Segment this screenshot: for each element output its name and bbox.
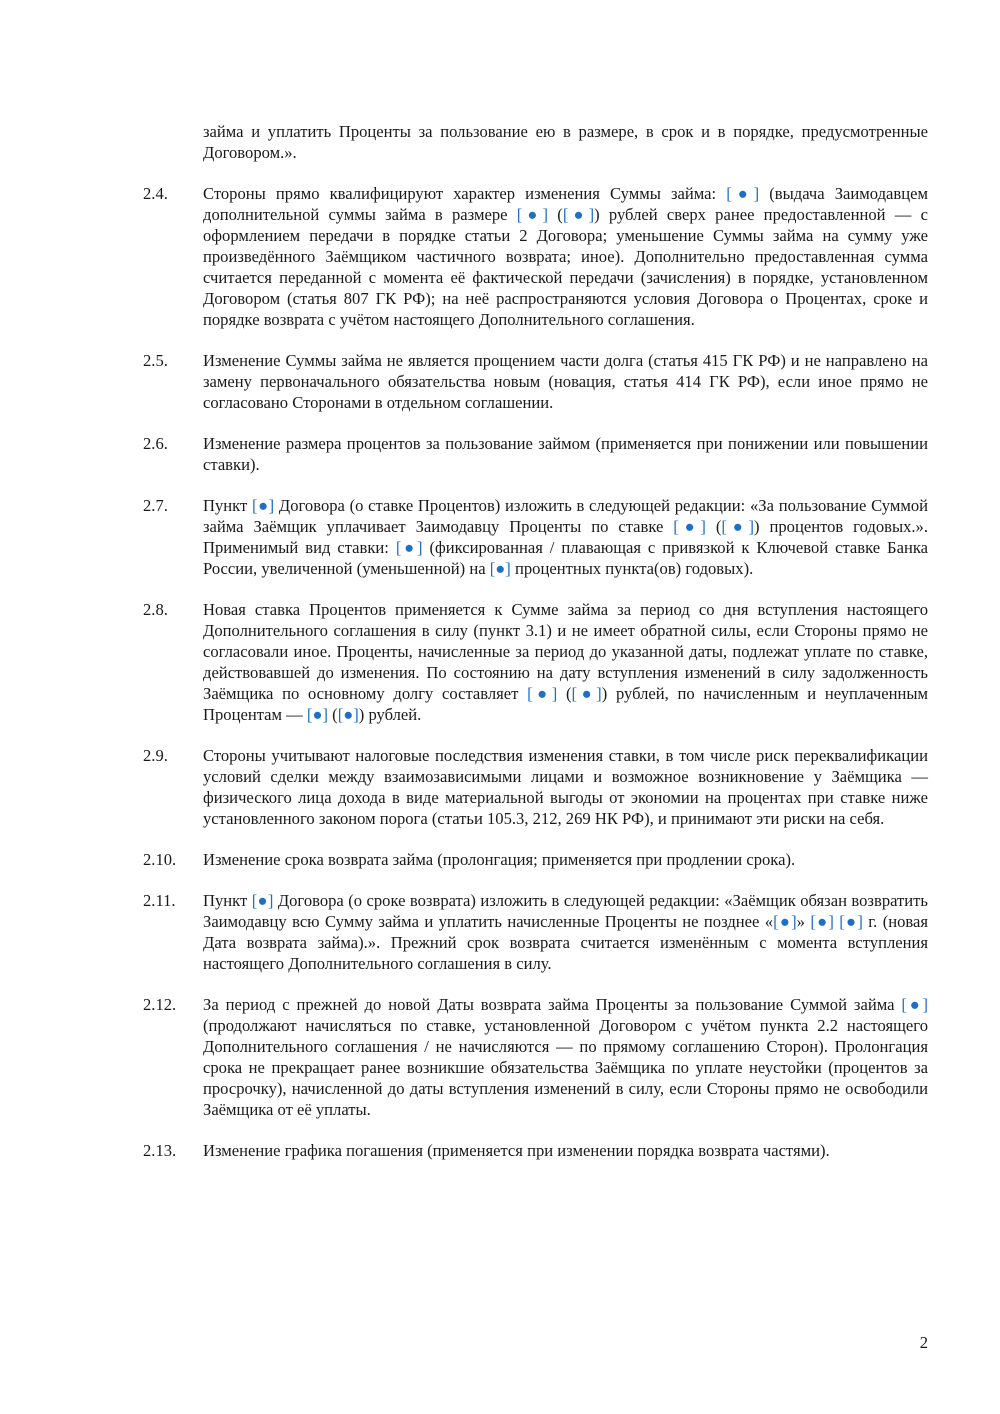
continuation-paragraph: займа и уплатить Проценты за пользование ею в размере, в срок и в порядке, предусмотренные Договором.». [203, 122, 928, 162]
text-run: Изменение графика погашения (применяется при изменении порядка возврата частями). [203, 1141, 830, 1160]
clause-2-6 [143, 433, 928, 475]
clause-number: 2.10. [143, 850, 177, 869]
clause-2-11 [143, 890, 928, 974]
clause-2-7 [143, 495, 928, 579]
placeholder-field: [●] [516, 205, 549, 224]
clause-number: 2.8. [143, 600, 168, 619]
text-run: Изменение размера процентов за пользование займом (применяется при понижении или повышении ставки). [203, 434, 928, 474]
clause-number: 2.13. [143, 1141, 177, 1160]
clause-text [203, 495, 928, 579]
clause-2-8 [143, 599, 928, 725]
clause-text [203, 599, 928, 725]
placeholder-field: [●] [673, 517, 706, 536]
clause-number: 2.12. [143, 995, 177, 1014]
clause-text [203, 350, 928, 413]
clause-number: 2.4. [143, 184, 168, 203]
text-run: Стороны прямо квалифицируют характер изменения Суммы займа: [203, 184, 727, 203]
text-run: Пункт [203, 496, 252, 515]
placeholder-field: [●] [251, 891, 274, 910]
placeholder-field: [●] [489, 559, 511, 578]
text-run: Изменение срока возврата займа (пролонгация; применяется при продлении срока). [203, 850, 796, 869]
text-run: ( [557, 684, 572, 703]
placeholder-field: [●] [721, 517, 755, 536]
clause-2-5 [143, 350, 928, 413]
placeholder-field: [●] [562, 205, 595, 224]
text-run: (продолжают начисляться по ставке, установленной Договором с учётом пункта 2.2 настоящего Дополнительного соглашения / не начисляются — по прямому соглашению Сторон). Пролонгация срока не прекращает ранее возникшие обязательства Заёмщика по уплате неустойки (процентов за просрочку), начисленной до даты вступления изменений в силу, если Стороны прямо не освободили Заёмщика от её уплаты. [203, 1016, 928, 1119]
text-run: Договора (о ставке Процентов) изложить в следующей редакции: «За пользование Суммой займа Заёмщик уплачивает Заимодавцу Проценты по ставке [203, 496, 929, 536]
clause-text [203, 183, 928, 330]
placeholder-field: [●] [901, 995, 929, 1014]
placeholder-field: [●] [571, 684, 602, 703]
placeholder-field: [●] [527, 684, 558, 703]
text-run: Изменение Суммы займа не является прощением части долга (статья 415 ГК РФ) и не направлено на замену первоначального обязательства новым (новация, статья 414 ГК РФ), если иное прямо не согласовано Сторонами в отдельном соглашении. [203, 351, 928, 412]
text-run: Договора (о сроке возврата) изложить в следующей редакции: «Заёмщик обязан возвратить Заимодавцу всю Сумму займа и уплатить начисленные Проценты не позднее « [203, 891, 929, 931]
clause-number: 2.5. [143, 351, 168, 370]
clause-2-12 [143, 994, 928, 1120]
text-run: Пункт [203, 891, 252, 910]
clause-number: 2.7. [143, 496, 168, 515]
text-run: ) рублей, по начисленным и неуплаченным Процентам — [203, 684, 928, 724]
text-run: ) рублей. [358, 705, 422, 724]
text-run: За период с прежней до новой Даты возврата займа Проценты за пользование Суммой займа [203, 995, 902, 1014]
text-run: ( [548, 205, 563, 224]
placeholder-field: [●] [306, 705, 328, 724]
clause-text [203, 890, 928, 974]
text-run: Стороны учитывают налоговые последствия изменения ставки, в том числе риск переквалификации условий сделки между взаимозависимыми лицами и возможное возникновение у Заёмщика — физического лица дохода в виде материальной выгоды от экономии на процентах при ставке ниже установленного законом порога (статьи 105.3, 212, 269 НК РФ), и принимают эти риски на себя. [203, 746, 928, 828]
page-number: 2 [919, 1333, 928, 1352]
placeholder-field: [●] [810, 912, 834, 931]
clause-number: 2.9. [143, 746, 168, 765]
text-run: (выдача Заимодавцем дополнительной суммы займа в размере [203, 184, 929, 224]
clause-2-4 [143, 183, 928, 330]
text-run: ( [705, 517, 722, 536]
placeholder-field: [●] [839, 912, 863, 931]
placeholder-field: [●] [773, 912, 797, 931]
text-run: ) рублей сверх ранее предоставленной — с оформлением передачи в порядке статьи 2 Договора; уменьшение Суммы займа на сумму уже произведённого Заёмщиком частичного возврата; иное). Дополнительно предоставленная сумма считается переданной с момента её фактической передачи (зачисления) в порядке, установленном Договором (статья 807 ГК РФ); на неё распространяются условия Договора о Процентах, сроке и порядке возврата с учётом настоящего Дополнительного соглашения. [203, 205, 928, 329]
document-body [143, 121, 928, 1181]
clause-2-10 [143, 849, 928, 870]
clause-2-13 [143, 1140, 928, 1161]
text-run: (фиксированная / плавающая с привязкой к Ключевой ставке Банка России, увеличенной (уменьшенной) на [203, 538, 928, 578]
clause-text [203, 745, 928, 829]
clause-text [203, 994, 928, 1120]
placeholder-field: [●] [251, 496, 275, 515]
text-run: » [796, 912, 811, 931]
text-run: процентных пункта(ов) годовых). [510, 559, 754, 578]
clause-text [203, 1140, 928, 1161]
clause-2-9 [143, 745, 928, 829]
clause-text [203, 433, 928, 475]
text-run: ) процентов годовых.». Применимый вид ставки: [203, 517, 928, 557]
placeholder-field: [●] [395, 538, 423, 557]
placeholder-field: [●] [726, 184, 760, 203]
text-run: г. (новая Дата возврата займа).». Прежний срок возврата считается изменённым с момента вступления настоящего Дополнительного соглашения в силу. [203, 912, 929, 973]
text-run: Новая ставка Процентов применяется к Сумме займа за период со дня вступления настоящего Дополнительного соглашения в силу (пункт 3.1) и не имеет обратной силы, если Стороны прямо не согласовали иное. Проценты, начисленные за период до указанной даты, подлежат уплате по ставке, действовавшей до изменения. По состоянию на дату вступления изменений в силу задолженность Заёмщика по основному долгу составляет [203, 600, 928, 703]
placeholder-field: [●] [337, 705, 359, 724]
clause-number: 2.11. [143, 891, 176, 910]
text-run: ( [328, 705, 338, 724]
clause-number: 2.6. [143, 434, 168, 453]
clause-text [203, 849, 928, 870]
